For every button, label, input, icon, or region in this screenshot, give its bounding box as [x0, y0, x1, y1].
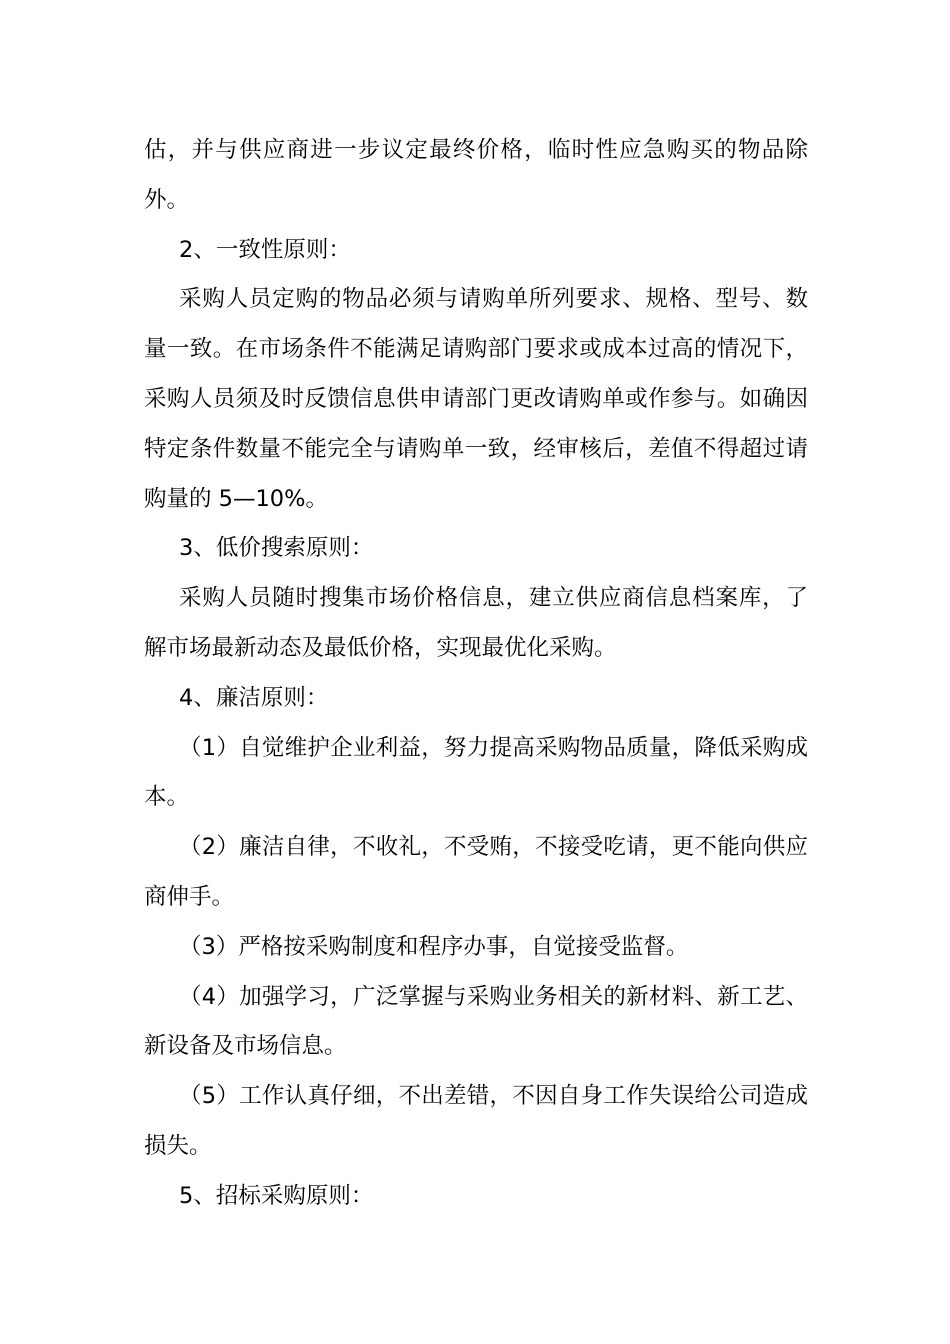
heading-integrity-principle: 4、廉洁原则：	[179, 684, 329, 711]
integrity-item-3: （3）严格按采购制度和程序办事，自觉接受监督。	[179, 933, 689, 960]
heading-low-price-search-principle: 3、低价搜索原则：	[179, 535, 374, 562]
heading-tender-procurement-principle: 5、招标采购原则：	[179, 1182, 374, 1209]
paragraph-low-price-search-body: 采购人员随时搜集市场价格信息，建立供应商信息档案库，了解市场最新动态及最低价格，实现最优化采购。	[144, 585, 808, 661]
integrity-item-2: （2）廉洁自律，不收礼，不受贿，不接受吃请，更不能向供应商伸手。	[144, 834, 808, 910]
paragraph-consistency-body: 采购人员定购的物品必须与请购单所列要求、规格、型号、数量一致。在市场条件不能满足请购部门要求或成本过高的情况下，采购人员须及时反馈信息供申请部门更改请购单或作参与。如确因特定条件数量不能完全与请购单一致，经审核后，差值不得超过请购量的 5—10%。	[144, 286, 808, 512]
integrity-item-1: （1）自觉维护企业利益，努力提高采购物品质量，降低采购成本。	[144, 734, 808, 811]
integrity-item-5: （5）工作认真仔细，不出差错，不因自身工作失误给公司造成损失。	[144, 1083, 808, 1159]
document-body	[144, 126, 808, 1222]
heading-consistency-principle: 2、一致性原则：	[179, 236, 351, 263]
paragraph-price-continuation: 估，并与供应商进一步议定最终价格，临时性应急购买的物品除外。	[144, 137, 808, 213]
integrity-item-4: （4）加强学习，广泛掌握与采购业务相关的新材料、新工艺、新设备及市场信息。	[144, 983, 808, 1060]
